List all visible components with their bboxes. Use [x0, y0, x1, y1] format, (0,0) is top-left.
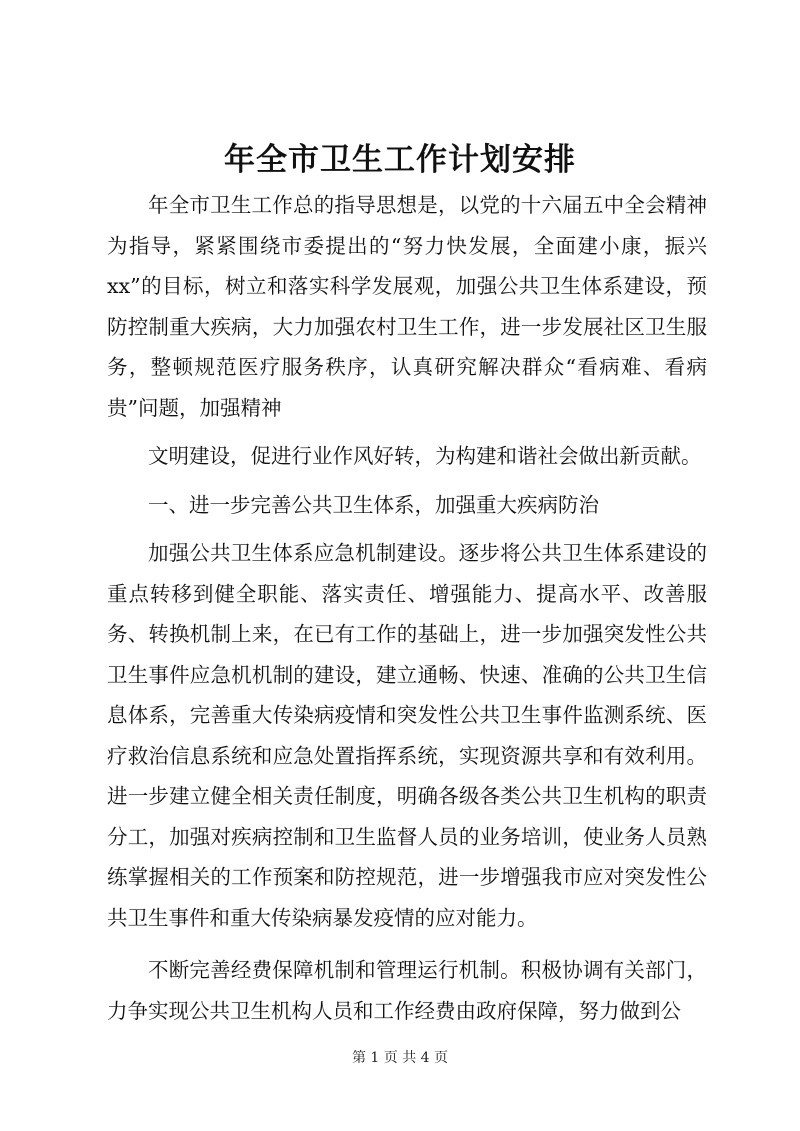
- paragraph-civilization: 文明建设，促进行业作风好转，为构建和谐社会做出新贡献。: [148, 444, 702, 468]
- document-title: 年全市卫生工作计划安排: [224, 142, 576, 178]
- paragraph-funding-mechanism: 不断完善经费保障机制和管理运行机制。积极协调有关部门，力争实现公共卫生机构人员和工作经费由政府保障，努力做到公: [107, 958, 707, 1023]
- document-body: [107, 185, 707, 1031]
- paragraph-guiding-ideology: 年全市卫生工作总的指导思想是，以党的十六届五中全会精神为指导，紧紧围绕市委提出的“努力快发展，全面建小康，振兴xx”的目标，树立和落实科学发展观，加强公共卫生体系建设，预防控制重大疾病，大力加强农村卫生工作，进一步发展社区卫生服务，整顿规范医疗服务秩序，认真研究解决群众“看病难、看病贵”问题，加强精神: [107, 193, 707, 420]
- page-footer: 第 1 页 共 4 页: [351, 1050, 449, 1066]
- paragraph-emergency-mechanism: 加强公共卫生体系应急机制建设。逐步将公共卫生体系建设的重点转移到健全职能、落实责任、增强能力、提高水平、改善服务、转换机制上来，在已有工作的基础上，进一步加强突发性公共卫生事件应急机机制的建设，建立通畅、快速、准确的公共卫生信息体系，完善重大传染病疫情和突发性公共卫生事件监测系统、医疗救治信息系统和应急处置指挥系统，实现资源共享和有效利用。进一步建立健全相关责任制度，明确各级各类公共卫生机构的职责分工，加强对疾病控制和卫生监督人员的业务培训，使业务人员熟练掌握相关的工作预案和防控规范，进一步增强我市应对突发性公共卫生事件和重大传染病暴发疫情的应对能力。: [107, 541, 707, 930]
- section-heading-1: 一、进一步完善公共卫生体系，加强重大疾病防治: [148, 492, 599, 517]
